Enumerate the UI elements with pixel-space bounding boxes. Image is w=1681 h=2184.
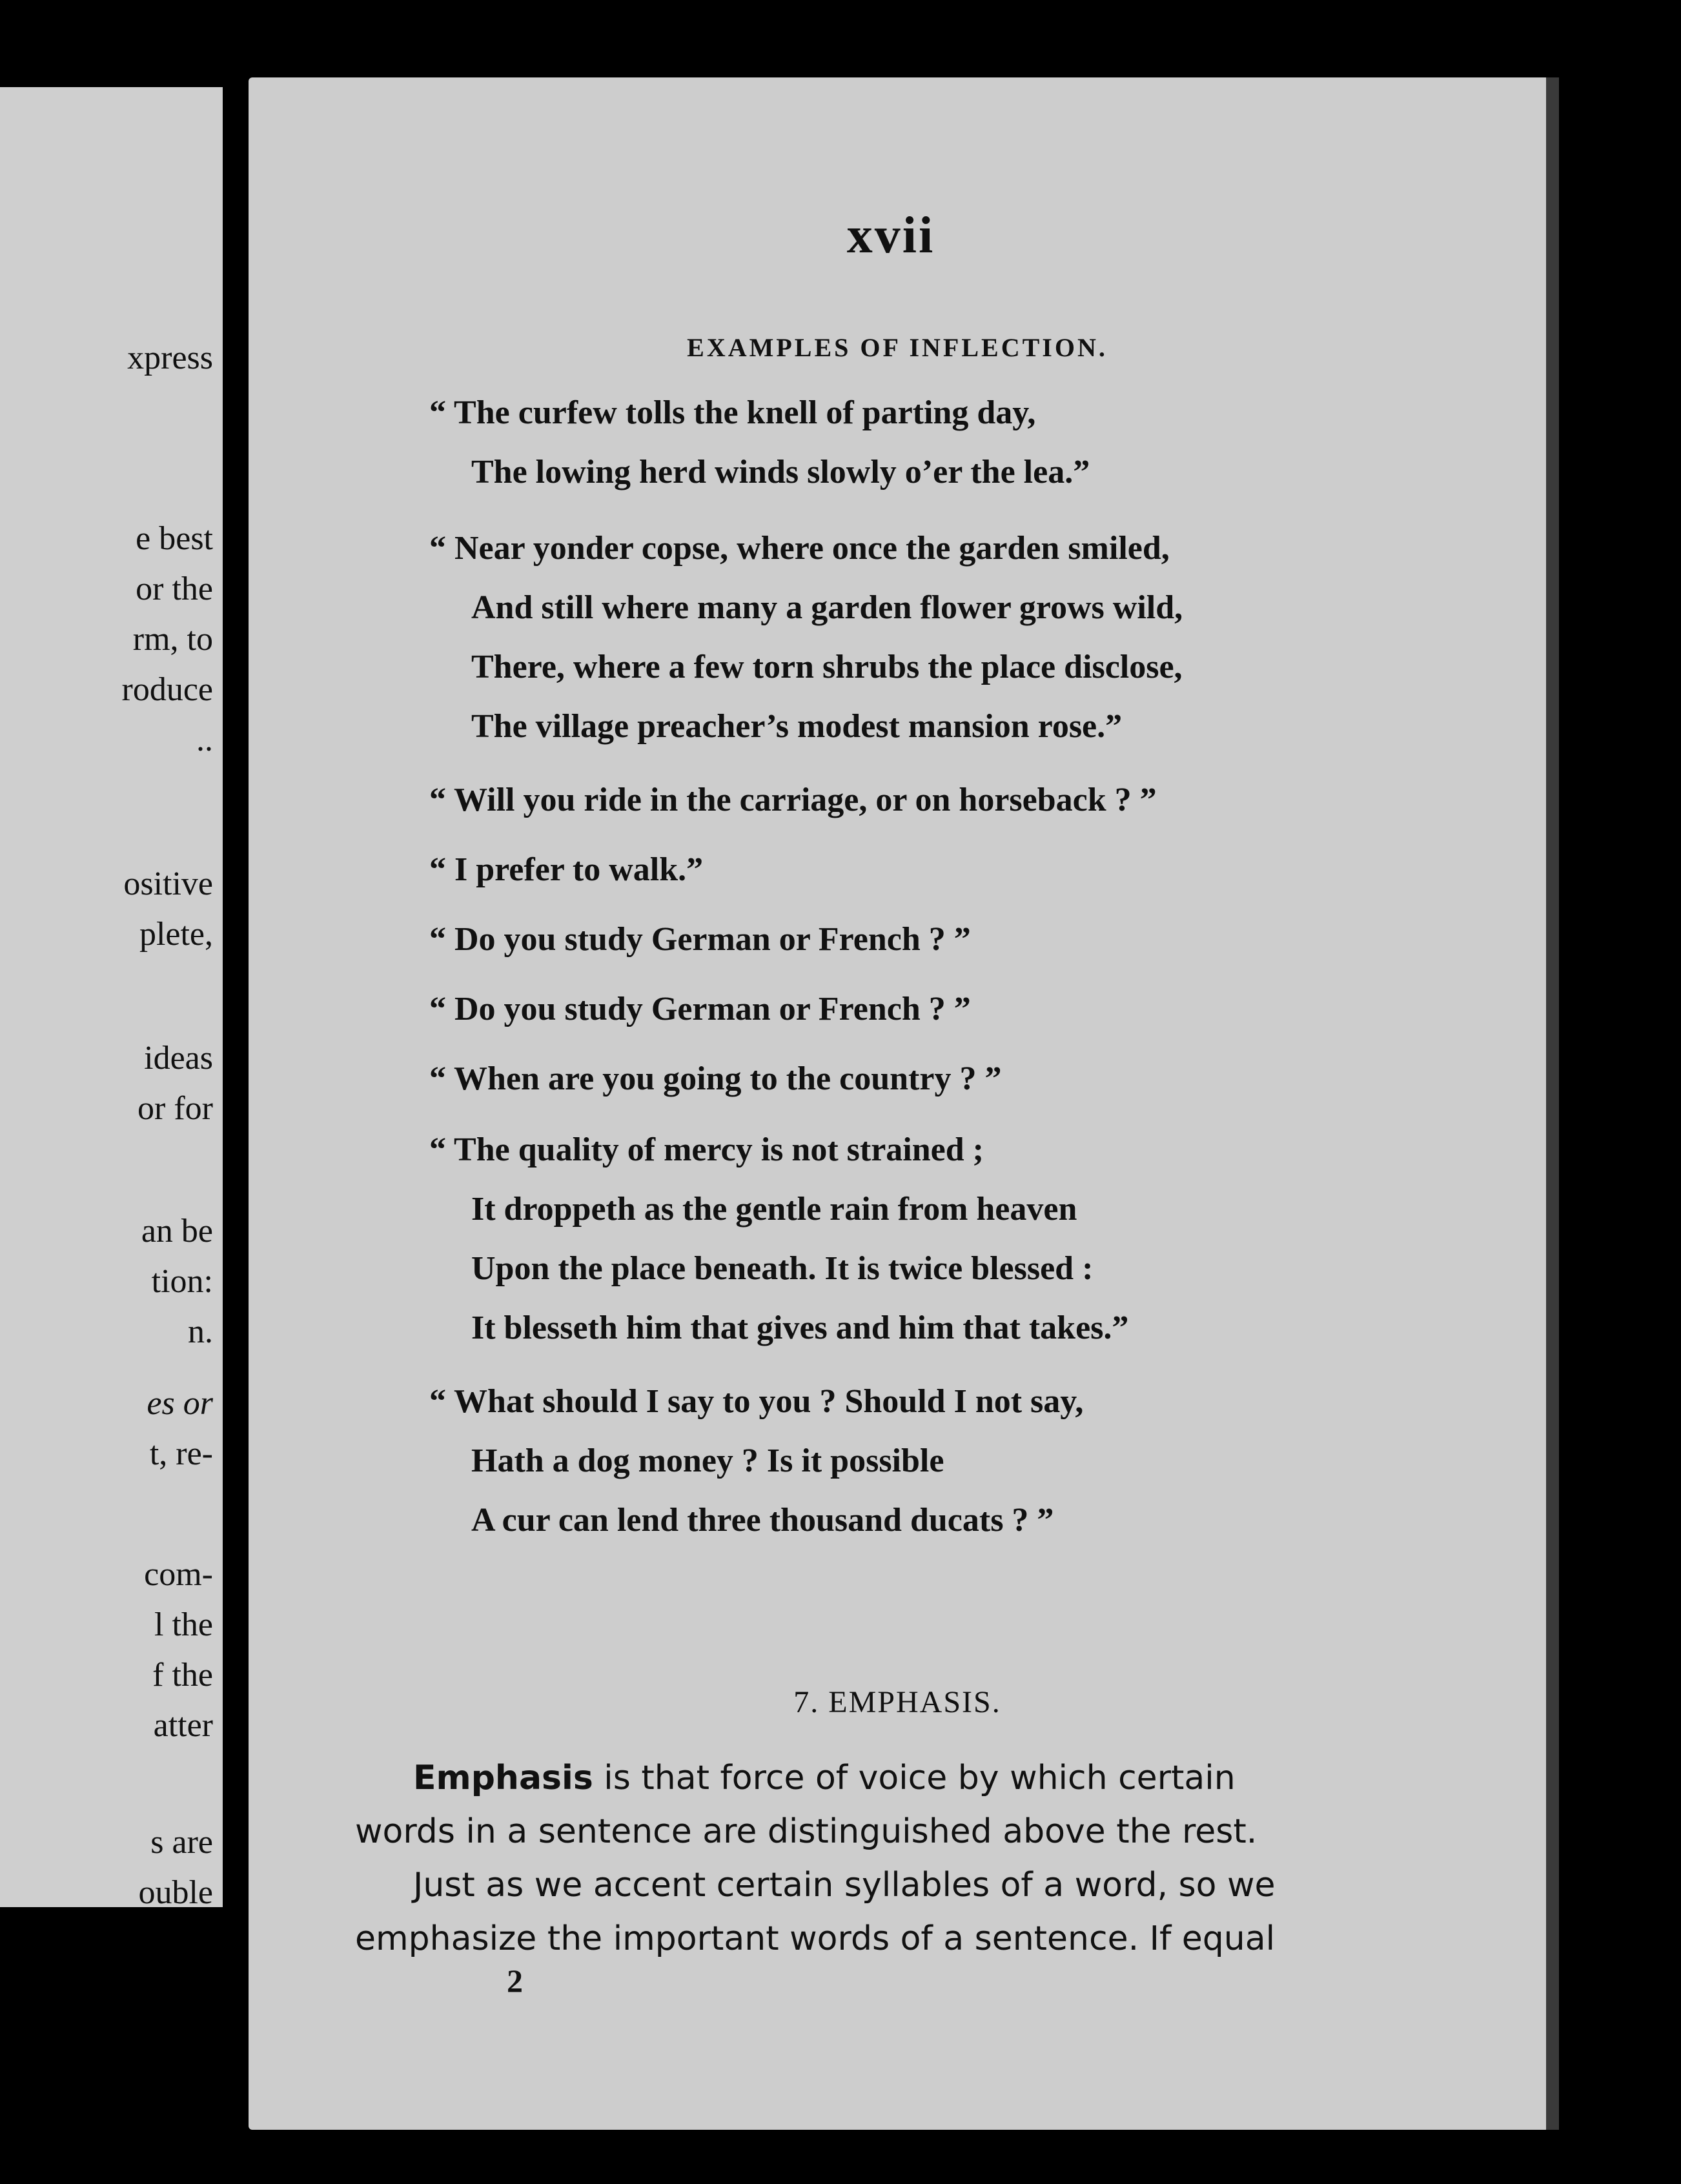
left-fragment: e best [136, 520, 213, 557]
verse-line: It blesseth him that gives and him that takes.” [471, 1309, 1129, 1346]
body-line [413, 1759, 1640, 1797]
previous-page-fragment [0, 87, 223, 1907]
left-fragment: l the [154, 1606, 213, 1643]
section-title: 7. EMPHASIS. [793, 1685, 1001, 1719]
left-fragment: tion: [151, 1263, 213, 1300]
verse-line: The lowing herd winds slowly o’er the lea.” [471, 454, 1090, 490]
verse-line: “ The curfew tolls the knell of parting day, [429, 394, 1036, 431]
left-fragment: plete, [139, 916, 213, 953]
left-fragment: com- [144, 1556, 213, 1593]
verse-line: It droppeth as the gentle rain from heaven [471, 1191, 1077, 1228]
verse-line: “ I prefer to walk.” [429, 851, 704, 888]
verse-line: “ Will you ride in the carriage, or on horseback ? ” [429, 782, 1157, 818]
left-fragment: f the [152, 1657, 213, 1694]
page-number: xvii [846, 207, 935, 264]
verse-line: “ What should I say to you ? Should I not say, [429, 1383, 1084, 1420]
verse-line: “ Do you study German or French ? ” [429, 991, 971, 1027]
verse-line: “ Do you study German or French ? ” [429, 921, 971, 958]
left-fragment: ideas [144, 1040, 213, 1077]
body-text: is that force of voice by which certain [593, 1759, 1236, 1797]
left-fragment: roduce [121, 671, 213, 708]
verse-line: There, where a few torn shrubs the place disclose, [471, 649, 1183, 685]
left-fragment: t, re- [149, 1435, 213, 1472]
verse-line: “ Near yonder copse, where once the garden smiled, [429, 530, 1170, 567]
left-fragment: atter [153, 1707, 213, 1744]
verse-line: “ When are you going to the country ? ” [429, 1060, 1002, 1097]
left-fragment: ouble [138, 1874, 213, 1907]
body-line: words in a sentence are distinguished above the rest. [355, 1812, 1258, 1851]
verse-line: And still where many a garden flower grows wild, [471, 589, 1183, 626]
left-fragment: n. [188, 1313, 213, 1350]
verse-line: Upon the place beneath. It is twice blessed : [471, 1250, 1094, 1287]
body-line: Just as we accent certain syllables of a word, so we [413, 1866, 1276, 1905]
section-heading: EXAMPLES OF INFLECTION. [687, 333, 1108, 362]
left-fragment: es or [147, 1385, 213, 1422]
left-fragment: rm, to [132, 621, 213, 658]
left-fragment: an be [141, 1213, 213, 1249]
left-fragment: or the [136, 571, 213, 607]
body-line: emphasize the important words of a sentence. If equal [355, 1919, 1276, 1958]
left-fragment: xpress [127, 339, 213, 376]
left-fragment: .. [196, 722, 213, 758]
page-edge-shadow [1546, 77, 1559, 2130]
verse-line: Hath a dog money ? Is it possible [471, 1442, 944, 1479]
verse-line: The village preacher’s modest mansion rose.” [471, 708, 1123, 745]
left-fragment: or for [138, 1090, 213, 1127]
signature-mark: 2 [507, 1963, 523, 1999]
verse-line: “ The quality of mercy is not strained ; [429, 1131, 984, 1168]
verse-line: A cur can lend three thousand ducats ? ” [471, 1502, 1054, 1539]
emphasis-term: Emphasis [413, 1759, 593, 1797]
book-page [249, 77, 1549, 2130]
left-fragment: ositive [123, 865, 213, 902]
left-fragment: s are [150, 1824, 213, 1861]
